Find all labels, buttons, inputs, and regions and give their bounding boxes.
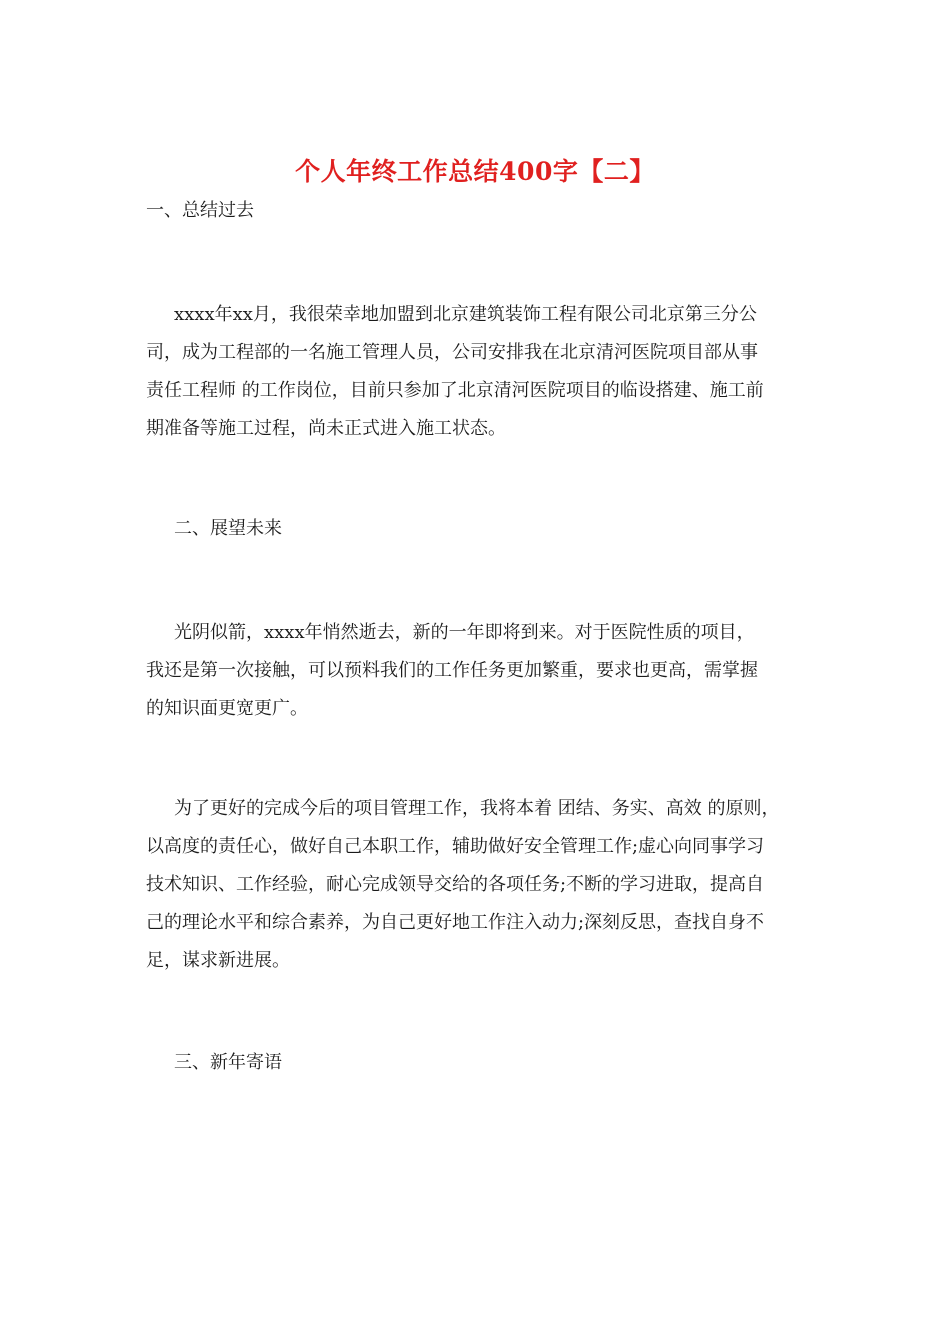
section-heading-future-outlook: 二、展望未来: [174, 518, 282, 539]
paragraph-line: 光阴似箭，xxxx年悄然逝去，新的一年即将到来。对于医院性质的项目，: [174, 622, 755, 643]
paragraph-line: 己的理论水平和综合素养，为自己更好地工作注入动力;深刻反思，查找自身不: [146, 912, 765, 933]
section-heading-summary-past: 一、总结过去: [146, 200, 254, 221]
section-summary-paragraph: [146, 296, 816, 448]
section-heading-new-year-message: 三、新年寄语: [174, 1052, 282, 1073]
paragraph-line: 我还是第一次接触，可以预料我们的工作任务更加繁重，要求也更高，需掌握: [146, 660, 758, 681]
paragraph-line: 为了更好的完成今后的项目管理工作，我将本着 团结、务实、高效 的原则，: [174, 798, 780, 819]
section-outlook-paragraph-2: [146, 790, 816, 980]
paragraph-line: 责任工程师 的工作岗位，目前只参加了北京清河医院项目的临设搭建、施工前: [146, 380, 764, 401]
paragraph-line: 足，谋求新进展。: [146, 950, 290, 971]
paragraph-line: 期准备等施工过程，尚未正式进入施工状态。: [146, 418, 506, 439]
paragraph-line: 技术知识、工作经验，耐心完成领导交给的各项任务;不断的学习进取，提高自: [146, 874, 765, 895]
paragraph-line: 司，成为工程部的一名施工管理人员，公司安排我在北京清河医院项目部从事: [146, 342, 758, 363]
paragraph-line: 的知识面更宽更广。: [146, 698, 308, 719]
paragraph-line: xxxx年xx月，我很荣幸地加盟到北京建筑装饰工程有限公司北京第三分公: [174, 304, 757, 325]
paragraph-line: 以高度的责任心，做好自己本职工作，辅助做好安全管理工作;虚心向同事学习: [146, 836, 765, 857]
section-outlook-paragraph-1: [146, 614, 816, 728]
document-title: 个人年终工作总结400字【二】: [295, 157, 655, 186]
